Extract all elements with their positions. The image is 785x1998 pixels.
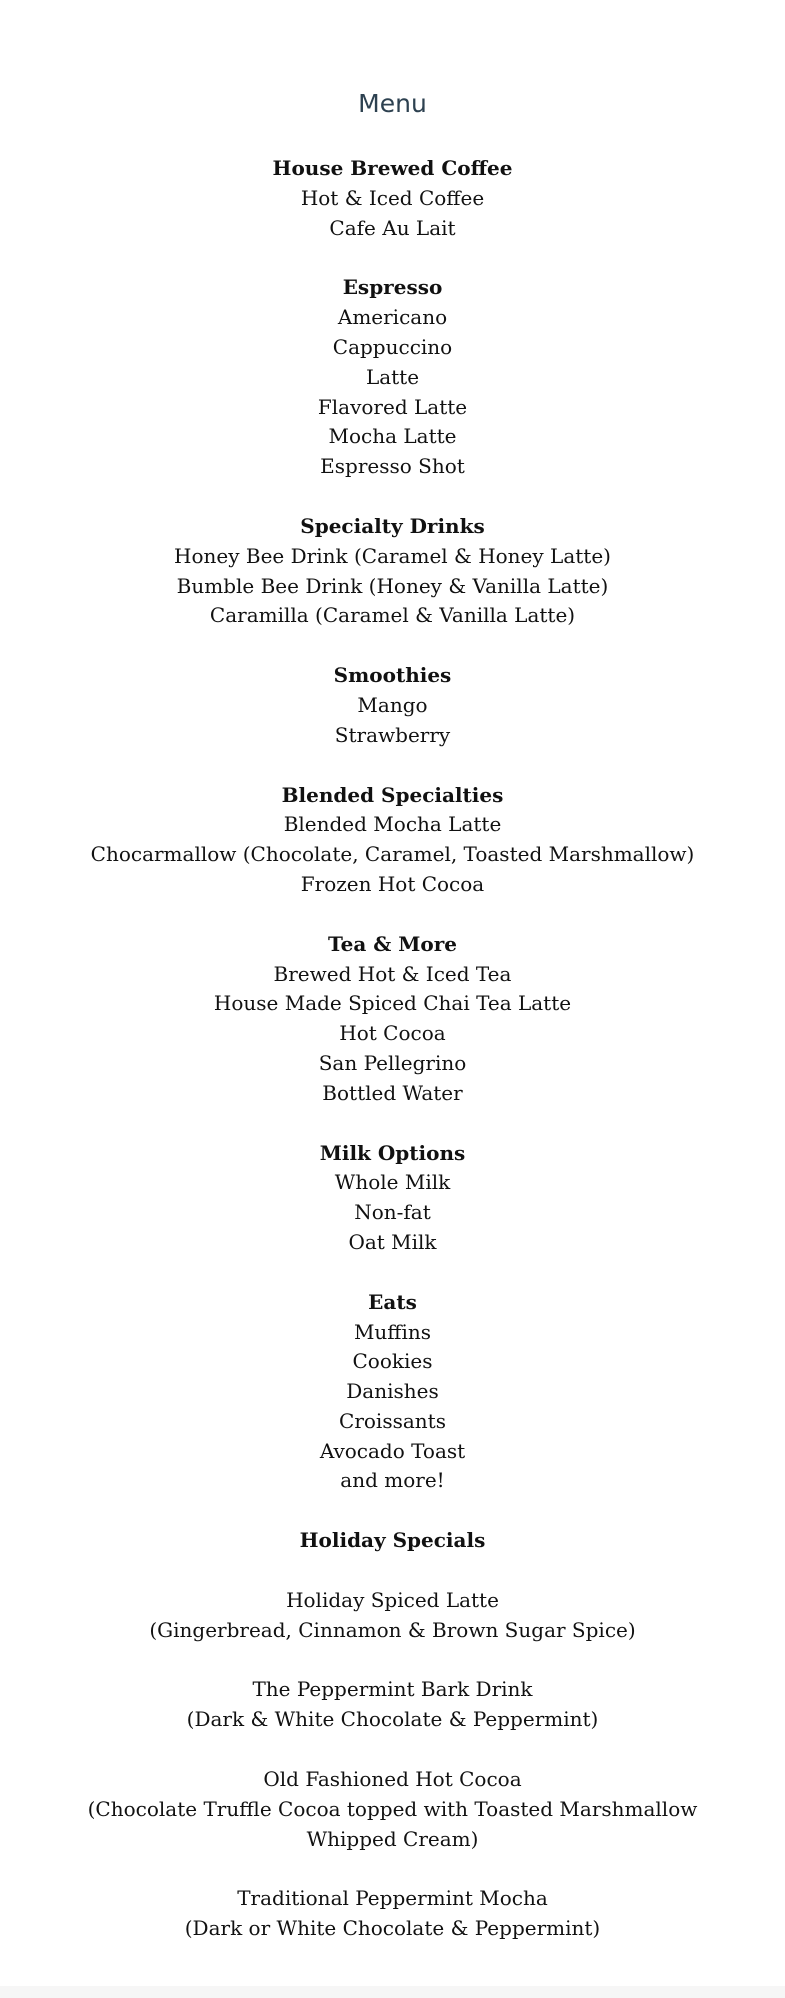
menu-item: Americano [337, 305, 448, 330]
menu-item: Muffins [353, 1319, 432, 1344]
menu-item: Strawberry [334, 722, 451, 747]
section-holiday-specials [0, 1526, 785, 1944]
menu-body [0, 154, 785, 1944]
menu-item: Bumble Bee Drink (Honey & Vanilla Latte) [176, 573, 609, 598]
menu-item: Avocado Toast [319, 1438, 466, 1463]
holiday-special-description: (Chocolate Truffle Cocoa topped with Toasted Marshmallow Whipped Cream) [87, 1796, 698, 1851]
section-house-brewed-coffee [0, 154, 785, 243]
menu-item: Chocarmallow (Chocolate, Caramel, Toasted Marshmallow) [90, 842, 695, 867]
menu-item: Cafe Au Lait [329, 215, 456, 240]
menu-item: Danishes [346, 1379, 439, 1404]
holiday-special [0, 1675, 785, 1735]
section-eats [0, 1288, 785, 1497]
menu-item: Hot & Iced Coffee [300, 185, 485, 210]
section-heading: Holiday Specials [299, 1528, 486, 1553]
menu-item: Non-fat [354, 1200, 431, 1225]
menu-item: Caramilla (Caramel & Vanilla Latte) [209, 603, 576, 628]
holiday-special-name: Old Fashioned Hot Cocoa [263, 1767, 522, 1792]
menu-item: Espresso Shot [320, 454, 465, 479]
section-espresso [0, 273, 785, 482]
menu-item: Honey Bee Drink (Caramel & Honey Latte) [174, 543, 611, 568]
section-specialty-drinks [0, 512, 785, 631]
spacer [0, 1556, 785, 1586]
menu-item: Brewed Hot & Iced Tea [273, 961, 512, 986]
section-tea-and-more [0, 930, 785, 1109]
menu-item: Bottled Water [322, 1080, 463, 1105]
menu-item: San Pellegrino [318, 1050, 467, 1075]
page-bottom-edge [0, 1986, 785, 1998]
menu-item: Mocha Latte [328, 424, 457, 449]
menu-item: and more! [340, 1468, 445, 1493]
holiday-special-name: Holiday Spiced Latte [286, 1587, 499, 1612]
section-heading: Eats [368, 1289, 417, 1314]
menu-item: Oat Milk [348, 1229, 437, 1254]
holiday-special [0, 1884, 785, 1944]
section-heading: Specialty Drinks [300, 513, 485, 538]
section-heading: Espresso [342, 275, 443, 300]
holiday-special-description: (Dark & White Chocolate & Peppermint) [186, 1707, 599, 1732]
section-blended-specialties [0, 781, 785, 900]
holiday-special-name: Traditional Peppermint Mocha [237, 1886, 548, 1911]
menu-title: Menu [358, 89, 427, 118]
holiday-special [0, 1586, 785, 1646]
section-heading: House Brewed Coffee [272, 156, 513, 180]
menu-item: Mango [357, 692, 428, 717]
section-smoothies [0, 661, 785, 750]
section-heading: Tea & More [328, 931, 457, 956]
menu-item: Frozen Hot Cocoa [300, 871, 485, 896]
menu-item: Latte [365, 364, 420, 389]
holiday-special-description: (Dark or White Chocolate & Peppermint) [184, 1916, 601, 1941]
menu-item: Cookies [352, 1349, 433, 1374]
menu-item: Hot Cocoa [339, 1021, 446, 1046]
menu-item: Flavored Latte [317, 394, 468, 419]
holiday-special-name: The Peppermint Bark Drink [252, 1677, 533, 1702]
menu-item: Whole Milk [334, 1170, 451, 1195]
menu-item: Blended Mocha Latte [283, 812, 502, 837]
section-milk-options [0, 1139, 785, 1258]
section-heading: Smoothies [333, 663, 452, 688]
holiday-special-description: (Gingerbread, Cinnamon & Brown Sugar Spice) [149, 1617, 636, 1642]
menu-item: House Made Spiced Chai Tea Latte [213, 991, 572, 1016]
holiday-special [0, 1765, 785, 1854]
section-heading: Milk Options [319, 1140, 466, 1165]
menu-item: Croissants [339, 1408, 446, 1433]
section-heading: Blended Specialties [281, 782, 504, 807]
menu-item: Cappuccino [332, 334, 453, 359]
